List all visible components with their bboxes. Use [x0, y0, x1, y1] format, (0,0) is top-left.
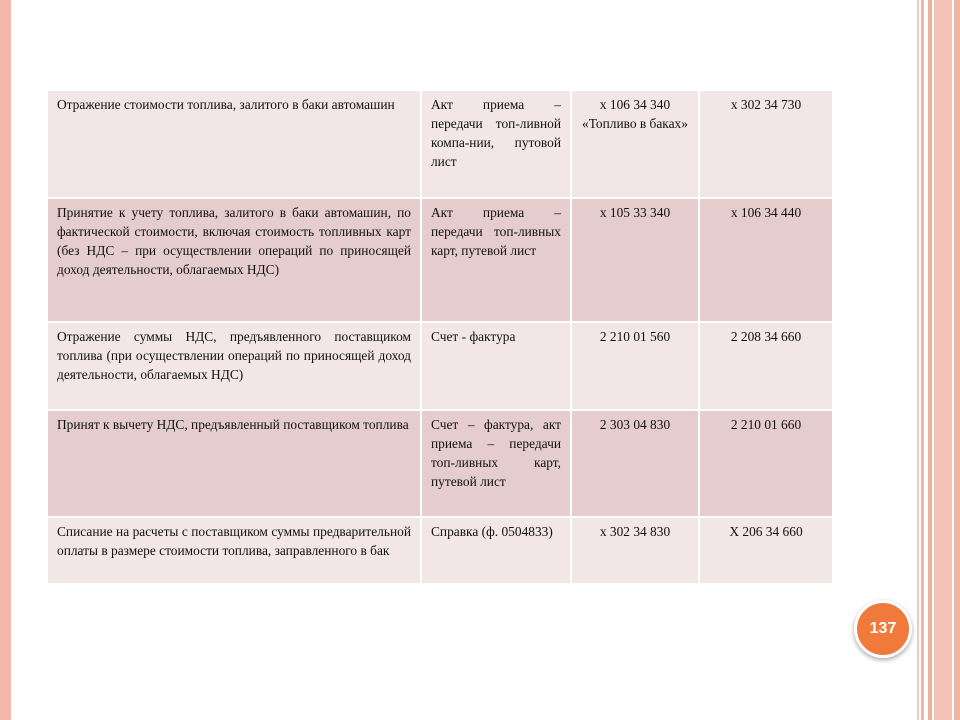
accounting-entries-table: [46, 89, 834, 585]
right-deco-stripe: [928, 0, 932, 720]
debit-account: 2 303 04 830: [571, 410, 699, 517]
right-deco-stripe: [921, 0, 924, 720]
source-document: Акт приема – передачи топ-ливной компа-нии, путовой лист: [421, 90, 571, 198]
table-row: [47, 90, 833, 198]
left-accent-bar: [0, 0, 11, 720]
debit-account: х 302 34 830: [571, 517, 699, 584]
credit-account: 2 210 01 660: [699, 410, 833, 517]
source-document: Справка (ф. 0504833): [421, 517, 571, 584]
right-deco-stripe: [917, 0, 919, 720]
operation-description: Списание на расчеты с поставщиком суммы предварительной оплаты в размере стоимости топлива, заправленного в бак: [47, 517, 421, 584]
source-document: Счет - фактура: [421, 322, 571, 410]
credit-account: х 302 34 730: [699, 90, 833, 198]
page-number-badge: 137: [854, 600, 912, 658]
debit-account: 2 210 01 560: [571, 322, 699, 410]
credit-account: 2 208 34 660: [699, 322, 833, 410]
right-deco-stripe: [954, 0, 960, 720]
operation-description: Принятие к учету топлива, залитого в баки автомашин, по фактической стоимости, включая стоимость топливных карт (без НДС – при осуществлении операций по приносящей доход деятельности, облагаемых НДС): [47, 198, 421, 322]
table-row: [47, 517, 833, 584]
operation-description: Отражение стоимости топлива, залитого в баки автомашин: [47, 90, 421, 198]
source-document: Счет – фактура, акт приема – передачи топ-ливных карт, путевой лист: [421, 410, 571, 517]
credit-account: Х 206 34 660: [699, 517, 833, 584]
operation-description: Отражение суммы НДС, предъявленного поставщиком топлива (при осуществлении операций по приносящей доход деятельности, облагаемых НДС): [47, 322, 421, 410]
table-row: [47, 410, 833, 517]
credit-account: х 106 34 440: [699, 198, 833, 322]
debit-account: х 105 33 340: [571, 198, 699, 322]
right-deco-stripe: [934, 0, 952, 720]
table-row: [47, 198, 833, 322]
debit-account: х 106 34 340 «Топливо в баках»: [571, 90, 699, 198]
source-document: Акт приема – передачи топ-ливных карт, путевой лист: [421, 198, 571, 322]
table-row: [47, 322, 833, 410]
operation-description: Принят к вычету НДС, предъявленный поставщиком топлива: [47, 410, 421, 517]
